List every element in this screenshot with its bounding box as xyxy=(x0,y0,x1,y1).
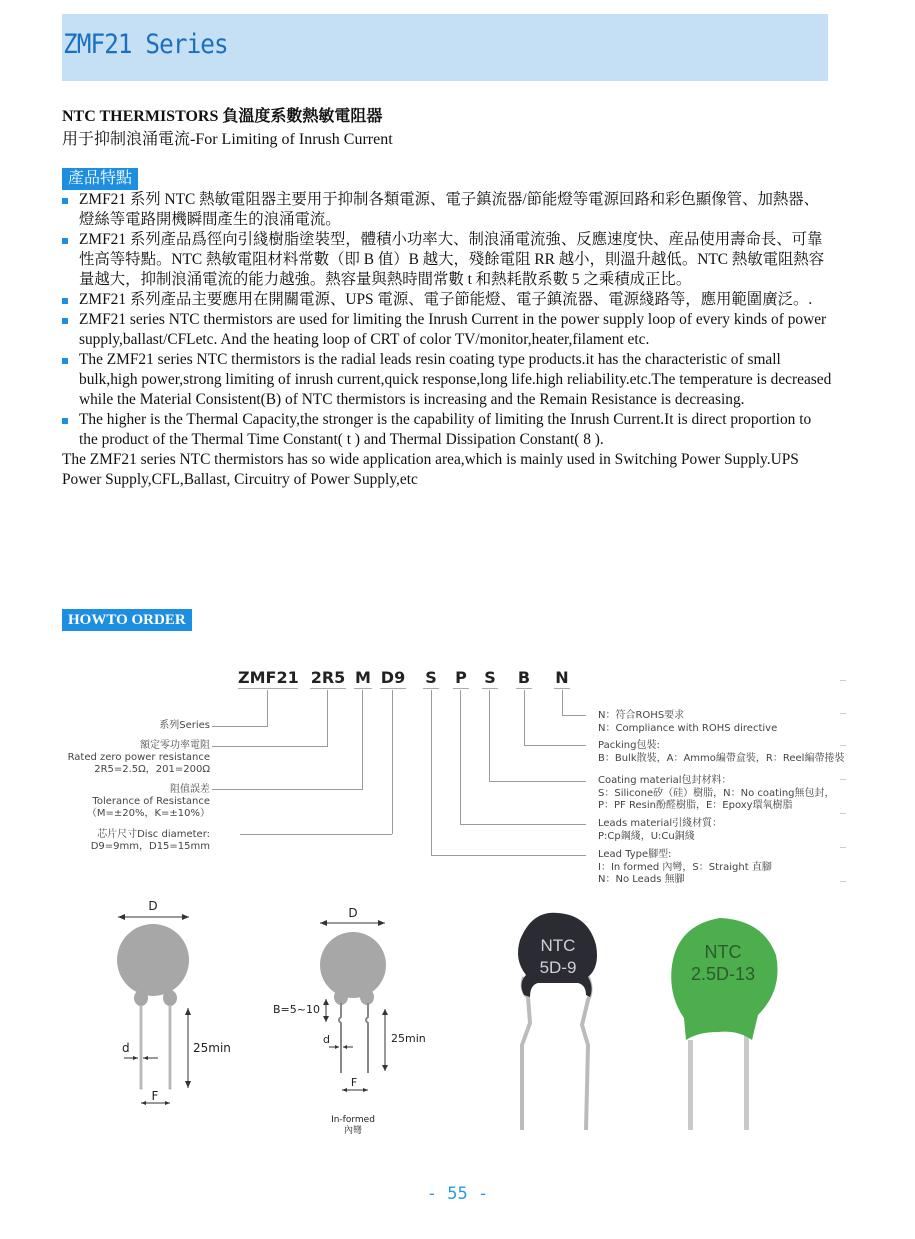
lead-wire xyxy=(339,1003,341,1073)
bullet-square-icon xyxy=(62,318,68,324)
divider-dash xyxy=(840,680,846,681)
dim-label-d: d xyxy=(323,1033,330,1046)
dim-label-F: F xyxy=(151,1089,159,1103)
lead-bead xyxy=(334,989,348,1005)
disc-body xyxy=(320,932,386,998)
order-code-packing: B xyxy=(517,668,531,687)
connector-line xyxy=(212,746,328,747)
label-disc-diameter: 芯片尺寸Disc diameter: D9=9mm，D15=15mm xyxy=(90,829,210,852)
connector-line xyxy=(460,690,461,824)
bullet-square-icon xyxy=(62,198,68,204)
how-to-order-tag: HOWTO ORDER xyxy=(62,609,192,631)
lead-wire xyxy=(744,1035,749,1130)
connector-line xyxy=(524,690,525,745)
arrow-icon xyxy=(323,999,329,1005)
dim-label-D: D xyxy=(348,906,358,920)
feature-bullet: The ZMF21 series NTC thermistors is the radial leads resin coating type products.it has the characteristic of small bulk,high power,strong limiting of inrush current,quick response,long life.high reliability.etc.The temperature is decreased while the Material Consistent(B) of NTC thermistors is increasing and the Remain Resistance is decreasing. xyxy=(62,350,832,410)
connector-line xyxy=(524,745,586,746)
order-code-rohs: N xyxy=(555,668,569,687)
straight-lead-dimension-drawing xyxy=(100,890,270,1120)
feature-bullet: ZMF21 系列 NTC 熱敏電阻器主要用于抑制各類電源、電子鎮流器/節能燈等電源回路和彩色顯像管、加熱器、燈絲等電路開機瞬間產生的浪涌電流。 xyxy=(62,190,832,230)
order-code-resistance: 2R5 xyxy=(310,668,346,687)
label-leads-material: Leads material引綫材質： P:Cp鋼綫，U:Cu銅綫 xyxy=(598,818,723,842)
lead-wire xyxy=(582,977,591,1130)
bullet-square-icon xyxy=(62,238,68,244)
connector-line xyxy=(489,690,490,781)
divider-dash xyxy=(840,745,846,746)
connector-line xyxy=(489,781,586,782)
divider-dash xyxy=(840,847,846,848)
feature-bullet: ZMF21 series NTC thermistors are used for limiting the Inrush Current in the power supply loop of every kinds of power supply,ballast/CFLetc. And the heating loop of CRT of color TV/monitor,heater,filament etc. xyxy=(62,310,832,350)
product-subheading: 用于抑制浪涌電流-For Limiting of Inrush Current xyxy=(62,131,393,148)
arrow-icon xyxy=(143,1056,148,1060)
label-tolerance: 阻值誤差 Tolerance of Resistance （M=±20%，K=±10%） xyxy=(86,784,210,819)
order-code-diameter: D9 xyxy=(380,668,406,687)
divider-dash xyxy=(840,779,846,780)
feature-bullet: ZMF21 系列產品主要應用在開關電源、UPS 電源、電子節能燈、電子鎮流器、電源綫路等，應用範圍廣泛。. xyxy=(62,290,832,310)
connector-line xyxy=(460,824,586,825)
connector-line xyxy=(431,690,432,855)
marking-line1: NTC xyxy=(704,942,742,962)
disc-body xyxy=(117,924,189,996)
order-code-coating: S xyxy=(482,668,498,689)
arrow-icon xyxy=(382,1065,388,1071)
arrow-icon xyxy=(342,1088,347,1092)
divider-dash xyxy=(840,813,846,814)
connector-line xyxy=(562,715,586,716)
divider-dash xyxy=(840,713,846,714)
arrow-icon xyxy=(141,1101,146,1105)
features-tag: 產品特點 xyxy=(62,168,138,190)
caption-informed-cn: 內彎 xyxy=(343,1126,363,1136)
connector-line xyxy=(327,690,328,747)
marking-line1: NTC xyxy=(540,936,576,955)
arrow-icon xyxy=(335,1045,339,1049)
dim-label-D: D xyxy=(148,899,158,913)
label-coating: Coating material包封材料： S：Silicone矽（硅）樹脂，N：No coating無包封， P：PF Resin酚醛樹脂，E：Epoxy環氧樹脂 xyxy=(598,775,835,811)
connector-line xyxy=(267,690,268,726)
lead-bead xyxy=(134,990,148,1006)
connector-line xyxy=(212,726,268,727)
bullet-square-icon xyxy=(62,298,68,304)
label-rohs: N：符合ROHS要求 N：Compliance with ROHS directive xyxy=(598,710,778,734)
caption-informed: In-formed xyxy=(331,1115,375,1125)
connector-line xyxy=(562,690,563,715)
green-thermistor-photo xyxy=(668,900,788,1130)
arrow-icon xyxy=(323,1016,329,1022)
order-code-tolerance: M xyxy=(355,668,371,687)
arrow-icon xyxy=(165,1101,170,1105)
connector-line xyxy=(431,855,586,856)
label-rated-resistance: 額定零功率電阻 Rated zero power resistance 2R5=2.5Ω，201=200Ω xyxy=(67,740,210,775)
dim-label-length: 25min xyxy=(391,1032,426,1045)
lead-wire xyxy=(169,1004,171,1089)
product-heading: NTC THERMISTORS 負溫度系數熱敏電阻器 xyxy=(62,108,383,125)
feature-bullet: The higher is the Thermal Capacity,the stronger is the capability of limiting the Inrush Current.It is direct proportion to the product of the Thermal Time Constant( t ) and Thermal Dissipation Constant( 8 ). xyxy=(62,410,832,450)
divider-dash xyxy=(840,881,846,882)
page-number: - 55 - xyxy=(426,1184,489,1204)
page-title: ZMF21 Series xyxy=(63,29,228,60)
order-code-leads-material: P xyxy=(453,668,469,689)
black-thermistor-photo xyxy=(508,905,608,1130)
lead-bead xyxy=(163,990,177,1006)
arrow-icon xyxy=(133,1056,138,1060)
order-code-lead-type: S xyxy=(423,668,439,689)
features-closing: The ZMF21 series NTC thermistors has so wide application area,which is mainly used in Switching Power Supply.UPS Power Supply,CFL,Ballast, Circuitry of Power Supply,etc xyxy=(62,451,799,488)
connector-line xyxy=(392,690,393,834)
arrow-icon xyxy=(182,914,189,920)
arrow-icon xyxy=(185,1081,191,1088)
connector-line xyxy=(212,789,362,790)
arrow-icon xyxy=(382,1009,388,1015)
connector-line xyxy=(362,690,363,790)
arrow-icon xyxy=(185,1008,191,1015)
feature-bullet: ZMF21 系列產品爲徑向引綫樹脂塗裝型，體積小功率大、制浪涌電流強、反應速度快、産品使用壽命長、可靠性高等特點。NTC 熱敏電阻材料常數（即 B 值）B 越大，殘餘電阻 RR 越小，則溫升越低。NTC 熱敏電阻熱容量越大，抑制浪涌電流的能力越強。熱容量與熱時間常數 t 和熱耗散系數 5 之乘積成正比。 xyxy=(62,230,832,290)
lead-wire xyxy=(522,977,530,1130)
arrow-icon xyxy=(343,1045,347,1049)
dim-label-d: d xyxy=(122,1041,130,1055)
bullet-square-icon xyxy=(62,358,68,364)
arrow-icon xyxy=(363,1088,368,1092)
label-packing: Packing包裝: B：Bulk散裝，A：Ammo編帶盒裝，R：Reel編帶捲裝 xyxy=(598,740,845,764)
bullet-square-icon xyxy=(62,418,68,424)
order-code-series: ZMF21 xyxy=(238,668,299,687)
dim-label-length: 25min xyxy=(193,1041,231,1055)
lead-wire xyxy=(366,1003,368,1073)
title-banner xyxy=(62,14,828,81)
arrow-icon xyxy=(118,914,125,920)
arrow-icon xyxy=(378,920,385,926)
label-series: 系列Series xyxy=(159,720,210,731)
arrow-icon xyxy=(320,920,327,926)
marking-line2: 2.5D-13 xyxy=(690,964,756,984)
connector-line xyxy=(240,834,392,835)
lead-wire xyxy=(140,1004,142,1089)
features-list xyxy=(62,190,832,490)
marking-line2: 5D-9 xyxy=(539,958,577,977)
dim-label-B: B=5~10 xyxy=(273,1003,320,1016)
dim-label-F: F xyxy=(350,1076,358,1089)
label-lead-type: Lead Type腳型: I：In formed 內彎，S：Straight 直腳 N：No Leads 無腳 xyxy=(598,849,772,885)
lead-wire xyxy=(688,1040,693,1130)
informed-lead-dimension-drawing xyxy=(265,895,435,1140)
lead-bead xyxy=(360,989,374,1005)
